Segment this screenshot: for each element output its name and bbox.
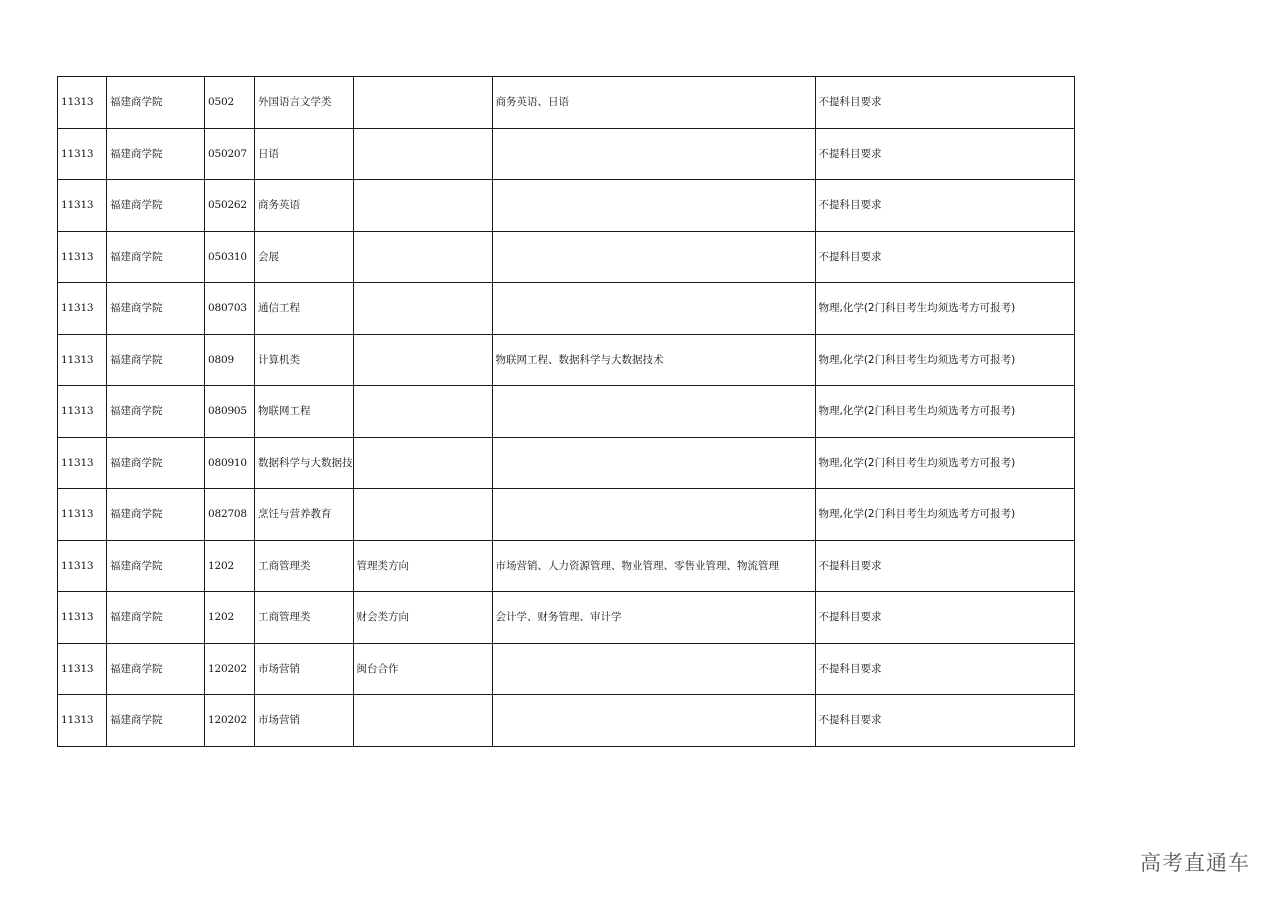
direction-cell: 财会类方向 <box>353 592 492 644</box>
school-code-cell: 11313 <box>58 437 107 489</box>
included-majors-cell <box>492 180 815 232</box>
major-name-cell: 会展 <box>255 231 354 283</box>
school-code-cell: 11313 <box>58 386 107 438</box>
table-row <box>58 592 1075 644</box>
school-code-cell: 11313 <box>58 643 107 695</box>
major-code-cell: 080905 <box>205 386 255 438</box>
school-code-cell: 11313 <box>58 231 107 283</box>
major-code-cell: 050310 <box>205 231 255 283</box>
included-majors-cell <box>492 231 815 283</box>
table-row <box>58 386 1075 438</box>
included-majors-cell <box>492 283 815 335</box>
school-name-cell: 福建商学院 <box>107 540 205 592</box>
major-name-cell: 通信工程 <box>255 283 354 335</box>
table-row <box>58 540 1075 592</box>
major-code-cell: 0502 <box>205 77 255 129</box>
direction-cell <box>353 437 492 489</box>
table-row <box>58 77 1075 129</box>
included-majors-cell: 物联网工程、数据科学与大数据技术 <box>492 334 815 386</box>
school-name-cell: 福建商学院 <box>107 180 205 232</box>
school-name-cell: 福建商学院 <box>107 489 205 541</box>
school-code-cell: 11313 <box>58 695 107 747</box>
school-code-cell: 11313 <box>58 592 107 644</box>
table-row <box>58 128 1075 180</box>
major-name-cell: 商务英语 <box>255 180 354 232</box>
included-majors-cell <box>492 437 815 489</box>
major-name-cell: 数据科学与大数据技 <box>255 437 354 489</box>
school-code-cell: 11313 <box>58 334 107 386</box>
direction-cell: 管理类方向 <box>353 540 492 592</box>
subject-requirement-cell: 物理,化学(2门科目考生均须选考方可报考) <box>815 437 1074 489</box>
subject-requirement-cell: 不提科目要求 <box>815 695 1074 747</box>
table-row <box>58 334 1075 386</box>
major-code-cell: 050207 <box>205 128 255 180</box>
school-code-cell: 11313 <box>58 540 107 592</box>
direction-cell <box>353 283 492 335</box>
included-majors-cell <box>492 695 815 747</box>
major-code-cell: 1202 <box>205 540 255 592</box>
school-code-cell: 11313 <box>58 489 107 541</box>
major-code-cell: 120202 <box>205 643 255 695</box>
school-name-cell: 福建商学院 <box>107 231 205 283</box>
school-code-cell: 11313 <box>58 77 107 129</box>
subject-requirement-cell: 不提科目要求 <box>815 540 1074 592</box>
school-name-cell: 福建商学院 <box>107 592 205 644</box>
major-code-cell: 050262 <box>205 180 255 232</box>
included-majors-cell: 商务英语、日语 <box>492 77 815 129</box>
subject-requirement-cell: 物理,化学(2门科目考生均须选考方可报考) <box>815 334 1074 386</box>
direction-cell <box>353 128 492 180</box>
school-name-cell: 福建商学院 <box>107 695 205 747</box>
direction-cell <box>353 489 492 541</box>
table-row <box>58 643 1075 695</box>
direction-cell <box>353 386 492 438</box>
included-majors-cell <box>492 128 815 180</box>
direction-cell <box>353 180 492 232</box>
major-name-cell: 日语 <box>255 128 354 180</box>
subject-requirement-cell: 不提科目要求 <box>815 77 1074 129</box>
table-row <box>58 180 1075 232</box>
included-majors-cell <box>492 643 815 695</box>
school-name-cell: 福建商学院 <box>107 77 205 129</box>
subject-requirement-cell: 不提科目要求 <box>815 128 1074 180</box>
admission-requirements-table <box>57 76 1075 747</box>
major-name-cell: 外国语言文学类 <box>255 77 354 129</box>
direction-cell <box>353 695 492 747</box>
included-majors-cell <box>492 386 815 438</box>
included-majors-cell <box>492 489 815 541</box>
subject-requirement-cell: 不提科目要求 <box>815 643 1074 695</box>
table-row <box>58 437 1075 489</box>
subject-requirement-cell: 物理,化学(2门科目考生均须选考方可报考) <box>815 283 1074 335</box>
major-code-cell: 080703 <box>205 283 255 335</box>
included-majors-cell: 市场营销、人力资源管理、物业管理、零售业管理、物流管理 <box>492 540 815 592</box>
school-name-cell: 福建商学院 <box>107 643 205 695</box>
subject-requirement-cell: 不提科目要求 <box>815 592 1074 644</box>
direction-cell <box>353 77 492 129</box>
school-name-cell: 福建商学院 <box>107 386 205 438</box>
table-body <box>58 77 1075 747</box>
table-row <box>58 489 1075 541</box>
included-majors-cell: 会计学、财务管理、审计学 <box>492 592 815 644</box>
direction-cell: 闽台合作 <box>353 643 492 695</box>
major-code-cell: 082708 <box>205 489 255 541</box>
direction-cell <box>353 231 492 283</box>
major-name-cell: 市场营销 <box>255 695 354 747</box>
major-name-cell: 工商管理类 <box>255 540 354 592</box>
major-code-cell: 080910 <box>205 437 255 489</box>
school-name-cell: 福建商学院 <box>107 437 205 489</box>
major-name-cell: 工商管理类 <box>255 592 354 644</box>
major-name-cell: 物联网工程 <box>255 386 354 438</box>
school-code-cell: 11313 <box>58 128 107 180</box>
major-name-cell: 计算机类 <box>255 334 354 386</box>
school-name-cell: 福建商学院 <box>107 128 205 180</box>
subject-requirement-cell: 物理,化学(2门科目考生均须选考方可报考) <box>815 386 1074 438</box>
major-code-cell: 120202 <box>205 695 255 747</box>
watermark-text: 高考直通车 <box>1140 851 1250 875</box>
school-name-cell: 福建商学院 <box>107 334 205 386</box>
subject-requirement-cell: 不提科目要求 <box>815 180 1074 232</box>
table-row <box>58 231 1075 283</box>
major-code-cell: 1202 <box>205 592 255 644</box>
table-row <box>58 695 1075 747</box>
school-code-cell: 11313 <box>58 283 107 335</box>
major-code-cell: 0809 <box>205 334 255 386</box>
subject-requirement-cell: 不提科目要求 <box>815 231 1074 283</box>
major-name-cell: 市场营销 <box>255 643 354 695</box>
school-name-cell: 福建商学院 <box>107 283 205 335</box>
major-name-cell: 烹饪与营养教育 <box>255 489 354 541</box>
school-code-cell: 11313 <box>58 180 107 232</box>
table-row <box>58 283 1075 335</box>
subject-requirement-cell: 物理,化学(2门科目考生均须选考方可报考) <box>815 489 1074 541</box>
direction-cell <box>353 334 492 386</box>
